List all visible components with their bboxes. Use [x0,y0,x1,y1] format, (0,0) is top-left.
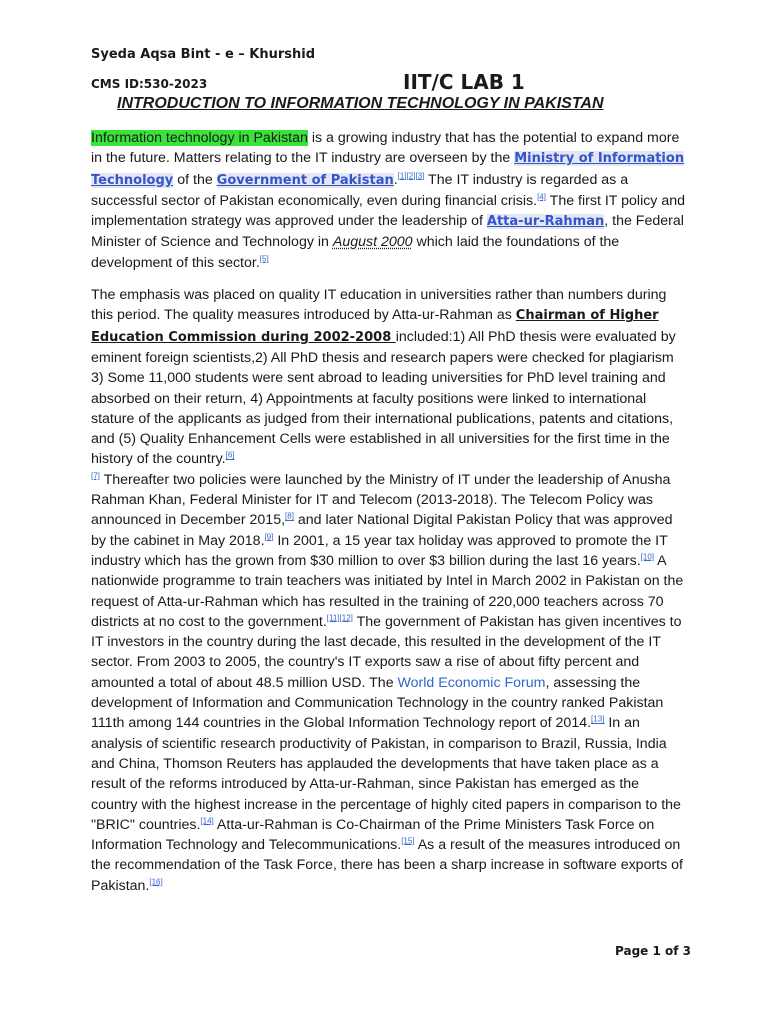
text: The IT industry is regarded as a successful sector of Pakistan economically, even during financial crisis. [91,171,629,209]
citation-16[interactable]: [16] [149,876,163,886]
text: The emphasis was placed on quality IT education in universities rather than numbers during this period. The quality measures introduced by Atta-ur-Rahman as [91,287,667,324]
text: As a result of the measures introduced on the recommendation of the Task Force, there has been a sharp increase in software exports of Pakistan. [91,837,683,894]
citation-13[interactable]: [13] [591,714,605,724]
highlighted-phrase: Information technology in Pakistan [91,130,308,146]
date-text: August 2000 [332,234,413,251]
paragraph-main [91,285,686,896]
text: In an analysis of scientific research productivity of Pakistan, in comparison to Brazil, Russia, India and China, Thomson Reuters has applauded the developments that have taken place as a result of the reforms introduced by Atta-ur-Rahman, since Pakistan has emerged as the country with the highest increase in the percentage of highly cited papers in comparison to the "BRIC" countries. [91,715,681,833]
bold-underlined-phrase: Chairman of Higher Education Commission during 2002-2008 [91,308,659,345]
cms-id: CMS ID:530-2023 [91,77,208,91]
text: , assessing the development of Information and Communication Technology in the country ranked Pakistan 111th among 144 countries in the Global Information Technology report of 2014. [91,674,664,732]
citation-11-12[interactable]: [11][12] [326,613,353,623]
document-body [91,128,686,896]
citation-10[interactable]: [10] [640,552,654,562]
text: The first IT policy and implementation strategy was approved under the leadership of [91,192,686,230]
text: of the [173,171,217,188]
citation-8[interactable]: [8] [285,511,294,521]
text: is a growing industry that has the potential to expand more in the future. Matters relating to the IT industry are overseen by the [91,130,680,167]
citation-14[interactable]: [14] [200,816,214,826]
text: A nationwide programme to train teachers was initiated by Intel in March 2002 in Pakistan on the request of Atta-ur-Rahman which has resulted in the training of 220,000 teachers across 70 districts at no cost to the government. [91,552,684,630]
citation-5[interactable]: [5] [259,254,269,264]
link-world-economic-forum[interactable]: World Economic Forum [397,674,546,691]
citation-4[interactable]: [4] [537,192,546,202]
citation-15[interactable]: [15] [401,836,415,846]
link-ministry-it[interactable]: Ministry of Information Technology [91,151,685,188]
text: Thereafter two policies were launched by the Ministry of IT under the leadership of Anusha Rahman Khan, Federal Minister for IT and Telecom (2013-2018). The Telecom Policy was announced in December 2015, [91,471,671,529]
document-title: INTRODUCTION TO INFORMATION TECHNOLOGY IN PAKISTAN [117,95,604,112]
citation-1-3[interactable]: [1][2][3] [397,170,425,180]
citation-9[interactable]: [9] [264,531,274,541]
text: The government of Pakistan has given incentives to IT investors in the country during the last decade, this resulted in the development of the IT sector. From 2003 to 2005, the country's IT exports saw a rise of about fifty percent and amounted a total of about 48.5 million USD. The [91,613,682,691]
text: which laid the foundations of the development of this sector. [91,234,620,271]
text: . [393,171,398,188]
lab-heading: IIT/C LAB 1 [403,70,525,94]
text: , the Federal Minister of Science and Technology in [91,213,684,251]
text: included:1) All PhD thesis were evaluated by eminent foreign scientists,2) All PhD thesis and research papers were checked for plagiarism 3) Some 11,000 students were sent abroad to leading universities for PhD level training and absorbed on their return, 4) Appointments at faculty positions were linked to international stature of the applicants as judged from their international publications, patents and citations, and (5) Quality Enhancement Cells were established in all universities for the first time in the history of the country. [91,328,676,468]
text: and later National Digital Pakistan Policy that was approved by the cabinet in May 2018. [91,512,673,549]
author-name: Syeda Aqsa Bint - e – Khurshid [91,47,316,62]
link-government-pakistan[interactable]: Government of Pakistan [216,172,394,188]
citation-7[interactable]: [7] [91,471,100,481]
paragraph-intro [91,128,686,273]
text: In 2001, a 15 year tax holiday was approved to promote the IT industry which has the grown from $30 million to over $3 billion during the last 16 years. [91,532,668,569]
text: Atta-ur-Rahman is Co-Chairman of the Prime Ministers Task Force on Information Technology and Telecommunications. [91,816,655,854]
page-number: Page 1 of 3 [615,944,691,958]
link-atta-ur-rahman[interactable]: Atta-ur-Rahman [486,214,605,230]
citation-6[interactable]: [6] [225,450,235,460]
